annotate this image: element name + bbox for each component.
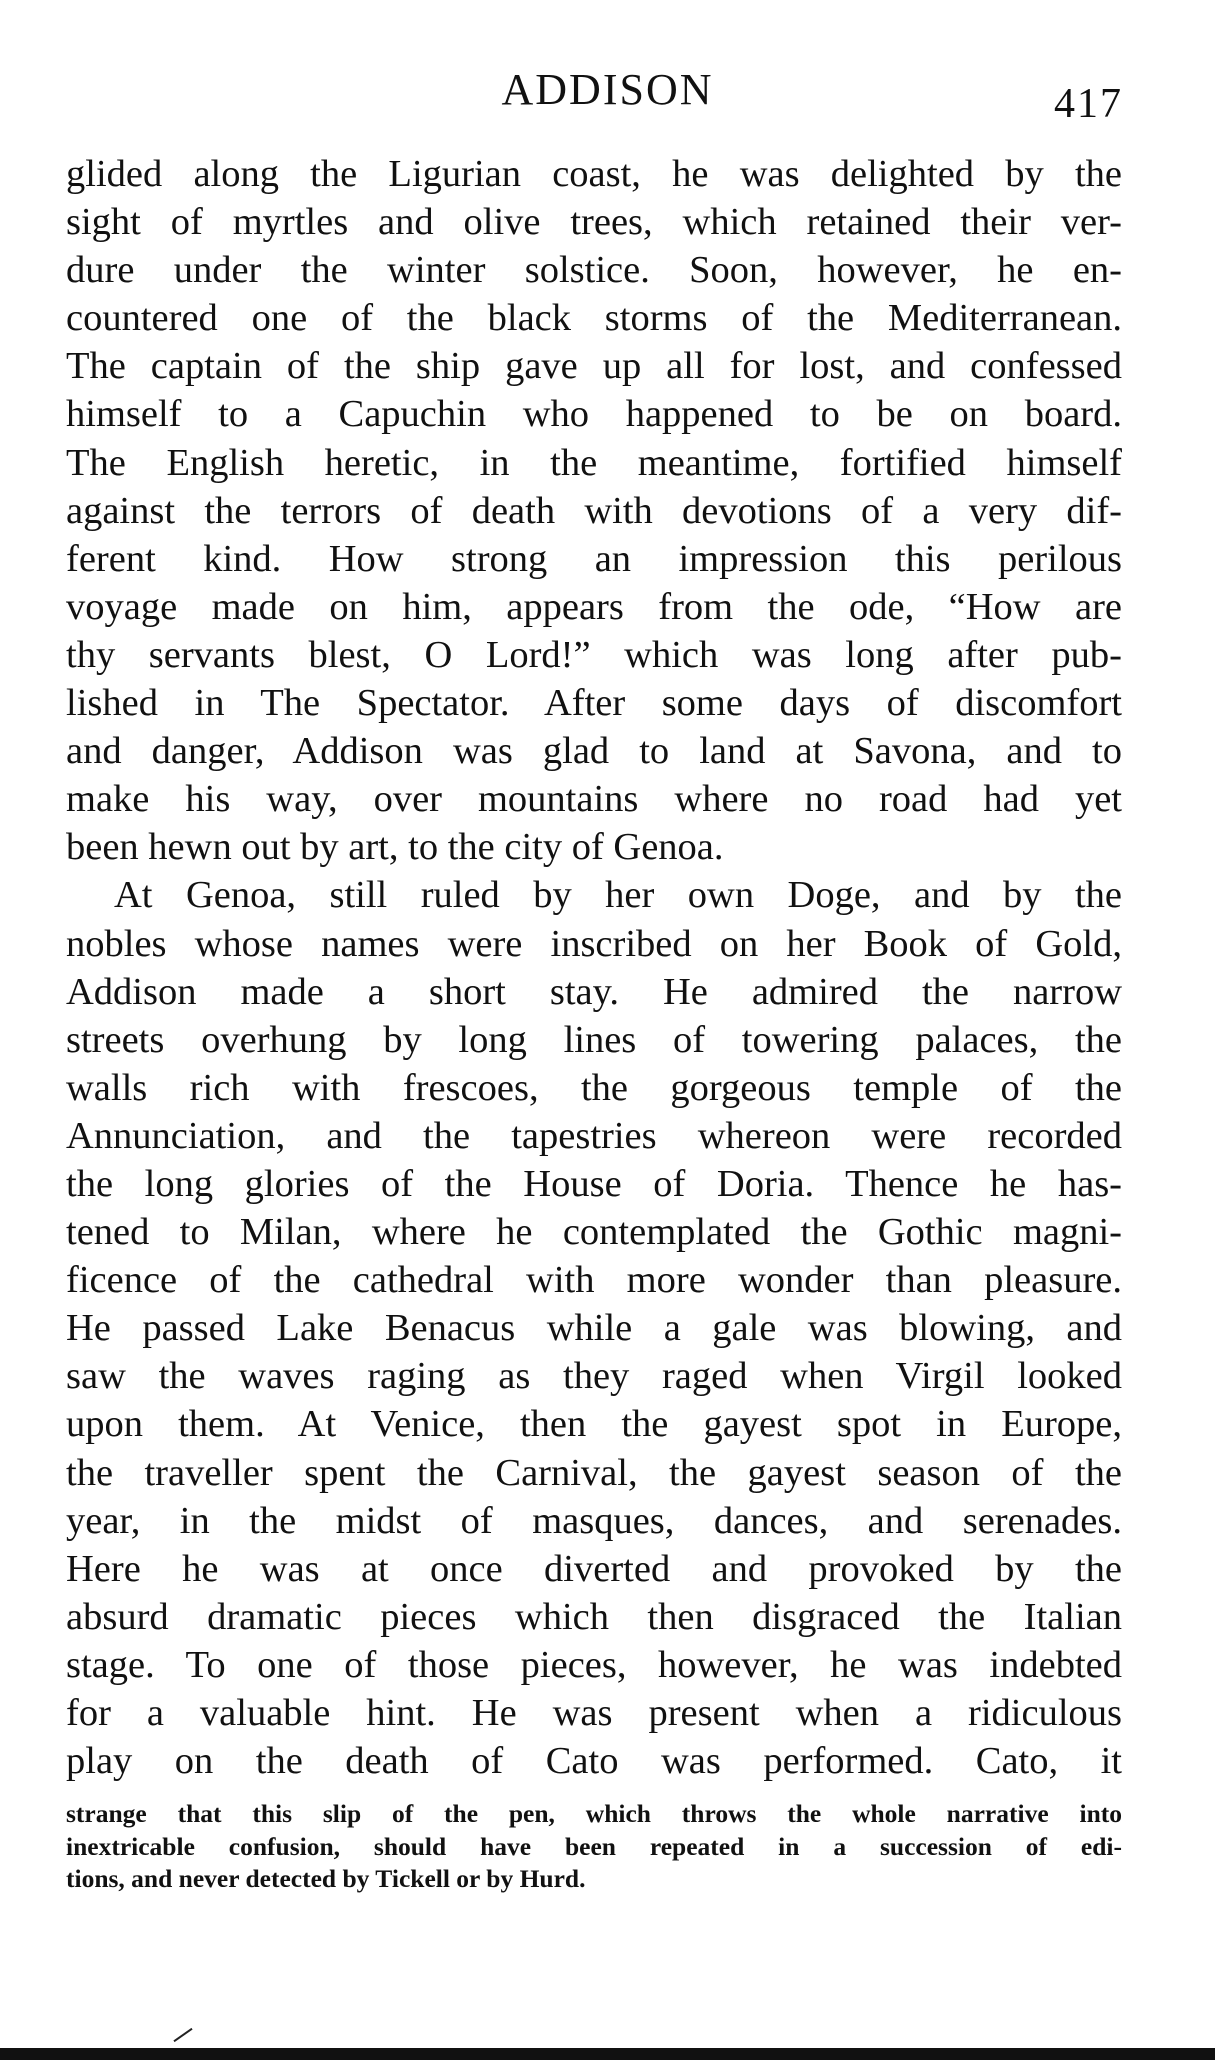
stray-pen-mark (173, 2028, 192, 2042)
text-line: nobles whose names were inscribed on her Book of Gold, (66, 922, 1122, 965)
text-line: against the terrors of death with devotions of a very dif- (66, 489, 1122, 532)
text-line: countered one of the black storms of the Mediterranean. (66, 297, 1122, 340)
text-line: Annunciation, and the tapestries whereon were recorded (66, 1114, 1122, 1157)
paragraph-end-line: been hewn out by art, to the city of Genoa. (66, 826, 724, 869)
footnote-line: tions, and never detected by Tickell or by Hurd. (66, 1864, 586, 1893)
text-line: walls rich with frescoes, the gorgeous temple of the (66, 1066, 1122, 1109)
text-line: the traveller spent the Carnival, the gayest season of the (66, 1451, 1122, 1494)
text-line: lished in The Spectator. After some days of discomfort (66, 682, 1122, 725)
text-line: dure under the winter solstice. Soon, however, he en- (66, 249, 1122, 292)
text-line: The captain of the ship gave up all for lost, and confessed (66, 345, 1122, 388)
text-line: Here he was at once diverted and provoked by the (66, 1547, 1122, 1590)
text-line: tened to Milan, where he contemplated the Gothic magni- (66, 1211, 1122, 1254)
text-line: himself to a Capuchin who happened to be on board. (66, 393, 1122, 436)
text-line: voyage made on him, appears from the ode, “How are (66, 585, 1122, 628)
text-line: play on the death of Cato was performed. Cato, it (66, 1740, 1122, 1783)
body-text (66, 150, 1122, 1785)
paragraph-start-line: At Genoa, still ruled by her own Doge, and by the (114, 874, 1122, 917)
text-line: and danger, Addison was glad to land at Savona, and to (66, 730, 1122, 773)
footnote (66, 1798, 1122, 1896)
text-line: the long glories of the House of Doria. Thence he has- (66, 1162, 1122, 1205)
text-line: saw the waves raging as they raged when Virgil looked (66, 1355, 1122, 1398)
text-line: ficence of the cathedral with more wonder than pleasure. (66, 1259, 1122, 1302)
text-line: for a valuable hint. He was present when a ridiculous (66, 1692, 1122, 1734)
text-line: make his way, over mountains where no road had yet (66, 778, 1122, 821)
page-number: 417 (1054, 81, 1123, 127)
bottom-scan-edge (0, 2048, 1215, 2060)
text-line: streets overhung by long lines of towering palaces, the (66, 1018, 1122, 1061)
page-header (0, 64, 1215, 127)
text-line: absurd dramatic pieces which then disgraced the Italian (66, 1595, 1122, 1638)
text-line: The English heretic, in the meantime, fortified himself (66, 441, 1122, 484)
text-line: He passed Lake Benacus while a gale was blowing, and (66, 1307, 1122, 1350)
running-title: ADDISON (501, 65, 714, 114)
text-line: glided along the Ligurian coast, he was delighted by the (66, 153, 1122, 195)
footnote-line: strange that this slip of the pen, which throws the whole narrative into (66, 1799, 1122, 1828)
footnote-line: inextricable confusion, should have been repeated in a succession of edi- (66, 1831, 1122, 1861)
text-line: upon them. At Venice, then the gayest spot in Europe, (66, 1403, 1122, 1446)
text-line: year, in the midst of masques, dances, and serenades. (66, 1499, 1122, 1542)
text-line: sight of myrtles and olive trees, which retained their ver- (66, 201, 1122, 244)
text-line: ferent kind. How strong an impression this perilous (66, 537, 1122, 580)
text-line: Addison made a short stay. He admired the narrow (66, 970, 1122, 1013)
text-line: stage. To one of those pieces, however, he was indebted (66, 1643, 1122, 1686)
text-line: thy servants blest, O Lord!” which was long after pub- (66, 633, 1122, 676)
